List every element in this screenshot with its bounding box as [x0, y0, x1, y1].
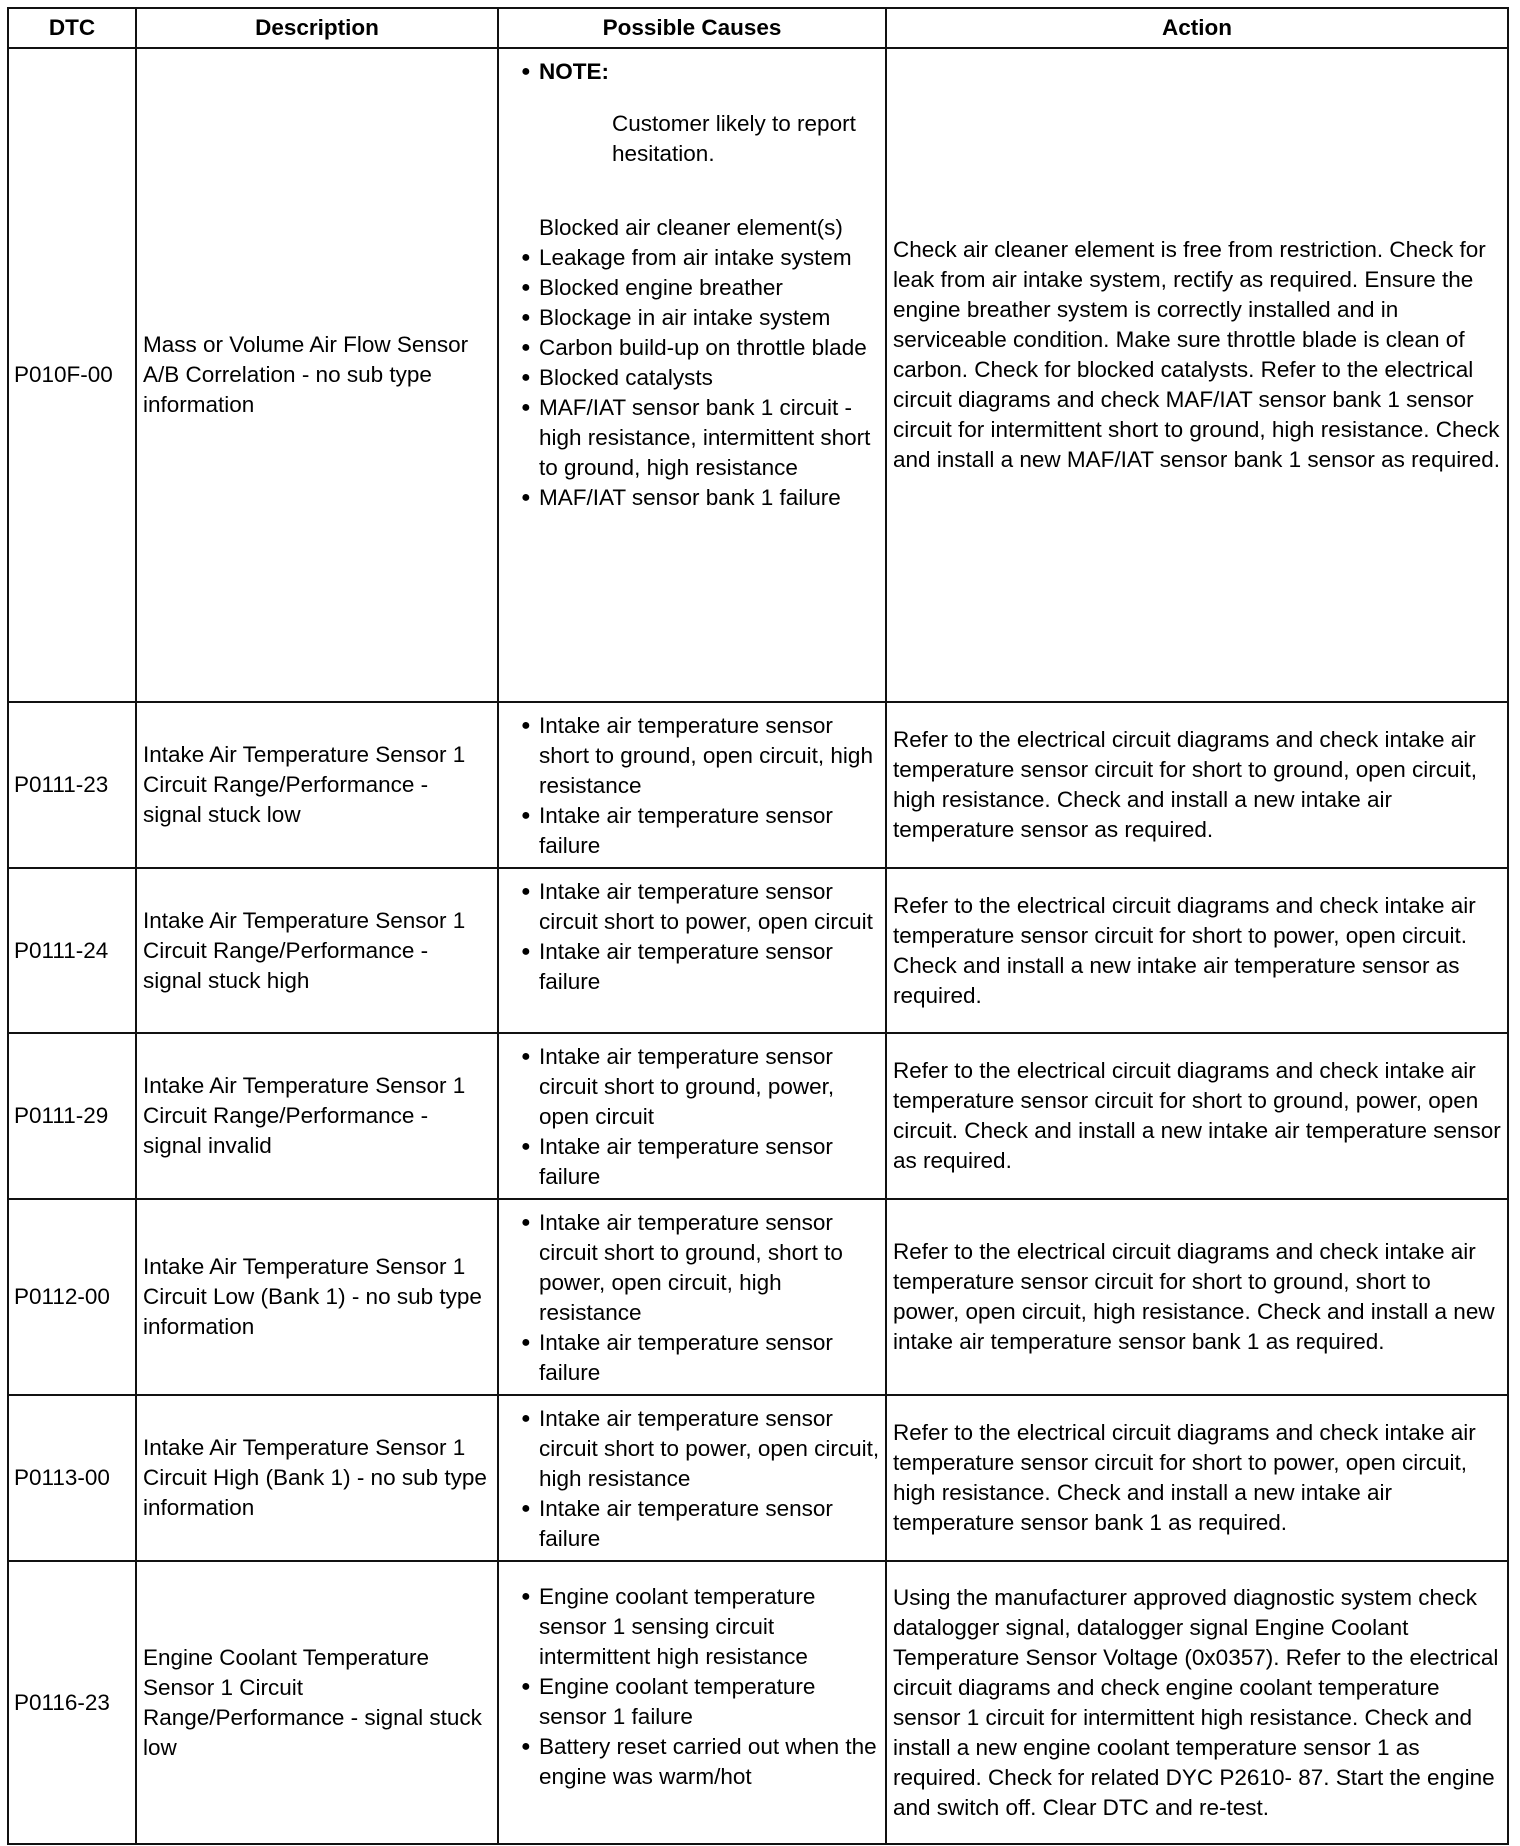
cause-item: ● Intake air temperature sensor circuit short to ground, power, open circuit: [503, 1042, 881, 1132]
causes-list: [503, 1042, 881, 1192]
dtc-code: P0112-00: [8, 1199, 136, 1395]
dtc-code: P0111-24: [8, 868, 136, 1033]
possible-causes: [498, 1395, 886, 1561]
possible-causes: [498, 48, 886, 702]
cause-item: ● Engine coolant temperature sensor 1 sensing circuit intermittent high resistance: [503, 1582, 881, 1672]
dtc-code: P0111-29: [8, 1033, 136, 1199]
dtc-action: [886, 48, 1508, 702]
causes-list: [503, 1208, 881, 1388]
dtc-action: Using the manufacturer approved diagnostic system check datalogger signal, datalogger signal Engine Coolant Temperature Sensor Voltage (0x0357). Refer to the electrical circuit diagrams and check engine coolant temperature sensor 1 circuit for intermittent high resistance. Check and install a new engine coolant temperature sensor 1 as required. Check for related DYC P2610- 87. Start the engine and switch off. Clear DTC and re-test.: [886, 1561, 1508, 1844]
dtc-description: Intake Air Temperature Sensor 1 Circuit Range/Performance - signal invalid: [136, 1033, 498, 1199]
cause-item: ● MAF/IAT sensor bank 1 circuit - high resistance, intermittent short to ground, high resistance: [503, 393, 881, 483]
note-text: Customer likely to report hesitation.: [612, 111, 856, 166]
dtc-table: [7, 7, 1509, 1845]
header-row: [8, 8, 1508, 48]
dtc-action: Refer to the electrical circuit diagrams and check intake air temperature sensor circuit for short to power, open circuit, high resistance. Check and install a new intake air temperature sensor bank 1 as required.: [886, 1395, 1508, 1561]
dtc-description: Intake Air Temperature Sensor 1 Circuit Range/Performance - signal stuck low: [136, 702, 498, 868]
possible-causes: [498, 1561, 886, 1844]
dtc-description: Engine Coolant Temperature Sensor 1 Circuit Range/Performance - signal stuck low: [136, 1561, 498, 1844]
page: [7, 7, 1509, 1845]
dtc-code: P0116-23: [8, 1561, 136, 1844]
table-row: [8, 1033, 1508, 1199]
table-row: [8, 48, 1508, 702]
causes-list: [503, 711, 881, 861]
cause-item: ● Intake air temperature sensor failure: [503, 937, 881, 997]
table-row: [8, 1395, 1508, 1561]
table-row: [8, 1199, 1508, 1395]
dtc-action: Refer to the electrical circuit diagrams and check intake air temperature sensor circuit for short to ground, power, open circuit. Check and install a new intake air temperature sensor as required.: [886, 1033, 1508, 1199]
causes-list: [503, 877, 881, 997]
dtc-description: Intake Air Temperature Sensor 1 Circuit Low (Bank 1) - no sub type information: [136, 1199, 498, 1395]
cause-item: ● Intake air temperature sensor circuit short to ground, short to power, open circuit, high resistance: [503, 1208, 881, 1328]
dtc-description: Mass or Volume Air Flow Sensor A/B Correlation - no sub type information: [136, 48, 498, 702]
causes-list: [503, 1582, 881, 1792]
cause-item: ● Intake air temperature sensor short to ground, open circuit, high resistance: [503, 711, 881, 801]
table-row: [8, 868, 1508, 1033]
causes-list: [503, 1404, 881, 1554]
header-causes: Possible Causes: [498, 8, 886, 48]
cause-item: ● Leakage from air intake system: [503, 243, 881, 273]
cause-item: ● Blocked engine breather: [503, 273, 881, 303]
possible-causes: [498, 868, 886, 1033]
cause-item: ● Battery reset carried out when the engine was warm/hot: [503, 1732, 881, 1792]
cause-item: ● MAF/IAT sensor bank 1 failure: [503, 483, 881, 513]
cause-item: ● Blockage in air intake system: [503, 303, 881, 333]
header-dtc: DTC: [8, 8, 136, 48]
note-label: ● NOTE:: [503, 57, 881, 87]
cause-item: ● Intake air temperature sensor failure: [503, 1132, 881, 1192]
action-text: Check air cleaner element is free from restriction. Check for leak from air intake system, rectify as required. Ensure the engine breather system is correctly installed and in serviceable condition. Make sure throttle blade is clean of carbon. Check for blocked catalysts. Refer to the electrical circuit diagrams and check MAF/IAT sensor bank 1 sensor circuit for intermittent short to ground, high resistance. Check and install a new MAF/IAT sensor bank 1 sensor as required.: [893, 237, 1500, 472]
causes-list: [503, 213, 881, 513]
header-description: Description: [136, 8, 498, 48]
header-action: Action: [886, 8, 1508, 48]
cause-item: ● Blocked catalysts: [503, 363, 881, 393]
cause-item: ● Intake air temperature sensor failure: [503, 801, 881, 861]
cause-item: ● Intake air temperature sensor circuit short to power, open circuit: [503, 877, 881, 937]
dtc-action: Refer to the electrical circuit diagrams and check intake air temperature sensor circuit for short to ground, short to power, open circuit, high resistance. Check and install a new intake air temperature sensor bank 1 as required.: [886, 1199, 1508, 1395]
dtc-code: P0113-00: [8, 1395, 136, 1561]
dtc-action: Refer to the electrical circuit diagrams and check intake air temperature sensor circuit for short to ground, open circuit, high resistance. Check and install a new intake air temperature sensor as required.: [886, 702, 1508, 868]
cause-item: Blocked air cleaner element(s): [539, 215, 843, 240]
table-row: [8, 702, 1508, 868]
dtc-code: P010F-00: [8, 48, 136, 702]
cause-item: ● Intake air temperature sensor failure: [503, 1494, 881, 1554]
possible-causes: [498, 702, 886, 868]
dtc-code: P0111-23: [8, 702, 136, 868]
possible-causes: [498, 1033, 886, 1199]
dtc-description: Intake Air Temperature Sensor 1 Circuit Range/Performance - signal stuck high: [136, 868, 498, 1033]
dtc-description: Intake Air Temperature Sensor 1 Circuit High (Bank 1) - no sub type information: [136, 1395, 498, 1561]
table-row: [8, 1561, 1508, 1844]
possible-causes: [498, 1199, 886, 1395]
causes-list: [503, 57, 881, 87]
cause-item: ● Engine coolant temperature sensor 1 failure: [503, 1672, 881, 1732]
cause-item: ● Intake air temperature sensor circuit short to power, open circuit, high resistance: [503, 1404, 881, 1494]
dtc-action: Refer to the electrical circuit diagrams and check intake air temperature sensor circuit for short to power, open circuit. Check and install a new intake air temperature sensor as required.: [886, 868, 1508, 1033]
cause-item: ● Intake air temperature sensor failure: [503, 1328, 881, 1388]
cause-item: ● Carbon build-up on throttle blade: [503, 333, 881, 363]
